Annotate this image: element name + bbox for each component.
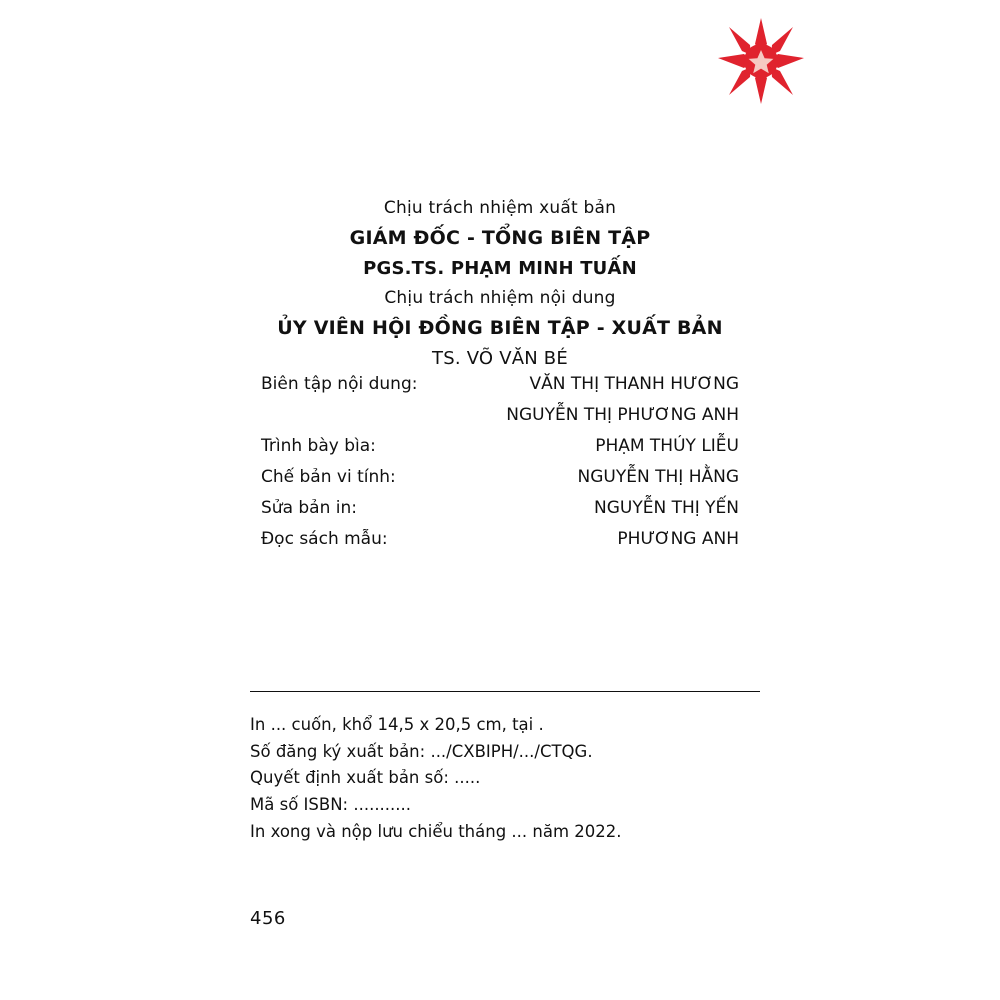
- colophon-block: [250, 712, 850, 846]
- director-title: GIÁM ĐỐC - TỔNG BIÊN TẬP: [349, 227, 651, 249]
- table-row: [261, 498, 739, 529]
- editorial-board-title: ỦY VIÊN HỘI ĐỒNG BIÊN TẬP - XUẤT BẢN: [277, 317, 723, 339]
- credit-role: [261, 405, 494, 436]
- section-divider: [250, 691, 760, 692]
- editorial-board-name: TS. VÕ VĂN BÉ: [432, 348, 568, 369]
- table-row: [261, 529, 739, 560]
- publisher-star-emblem-icon: [718, 18, 804, 104]
- credits-table: [261, 374, 739, 560]
- table-row: [261, 374, 739, 405]
- colophon-line-deposit-date: In xong và nộp lưu chiểu tháng ... năm 2022.: [250, 821, 622, 841]
- credit-person: NGUYỄN THỊ YẾN: [593, 498, 739, 518]
- table-row: [261, 436, 739, 467]
- credit-person: PHẠM THÚY LIỄU: [595, 436, 739, 456]
- credit-role: Đọc sách mẫu:: [261, 529, 388, 549]
- director-name: PGS.TS. PHẠM MINH TUẤN: [363, 258, 637, 279]
- table-row: [261, 405, 739, 436]
- credits-block: [0, 374, 1000, 560]
- colophon-line-print-run: In ... cuốn, khổ 14,5 x 20,5 cm, tại .: [250, 715, 544, 734]
- responsibility-publish-label: Chịu trách nhiệm xuất bản: [383, 198, 617, 218]
- page-number: 456: [250, 908, 286, 929]
- colophon-line-isbn: Mã số ISBN: ...........: [250, 795, 412, 815]
- credit-person: NGUYỄN THỊ PHƯƠNG ANH: [506, 405, 739, 425]
- colophon-line-decision-number: Quyết định xuất bản số: .....: [250, 768, 481, 788]
- credit-role: Sửa bản in:: [261, 498, 357, 518]
- colophon-line-registration-number: Số đăng ký xuất bản: .../CXBIPH/.../CTQG.: [250, 741, 593, 761]
- credit-person: VĂN THỊ THANH HƯƠNG: [529, 374, 739, 394]
- imprint-block: [0, 200, 1000, 380]
- responsibility-content-label: Chịu trách nhiệm nội dung: [384, 288, 616, 308]
- credit-person: NGUYỄN THỊ HẰNG: [577, 467, 739, 487]
- credit-person: PHƯƠNG ANH: [617, 529, 739, 549]
- credit-role: Chế bản vi tính:: [261, 467, 396, 487]
- credit-role: Biên tập nội dung:: [261, 374, 418, 394]
- table-row: [261, 467, 739, 498]
- credit-role: Trình bày bìa:: [261, 436, 376, 456]
